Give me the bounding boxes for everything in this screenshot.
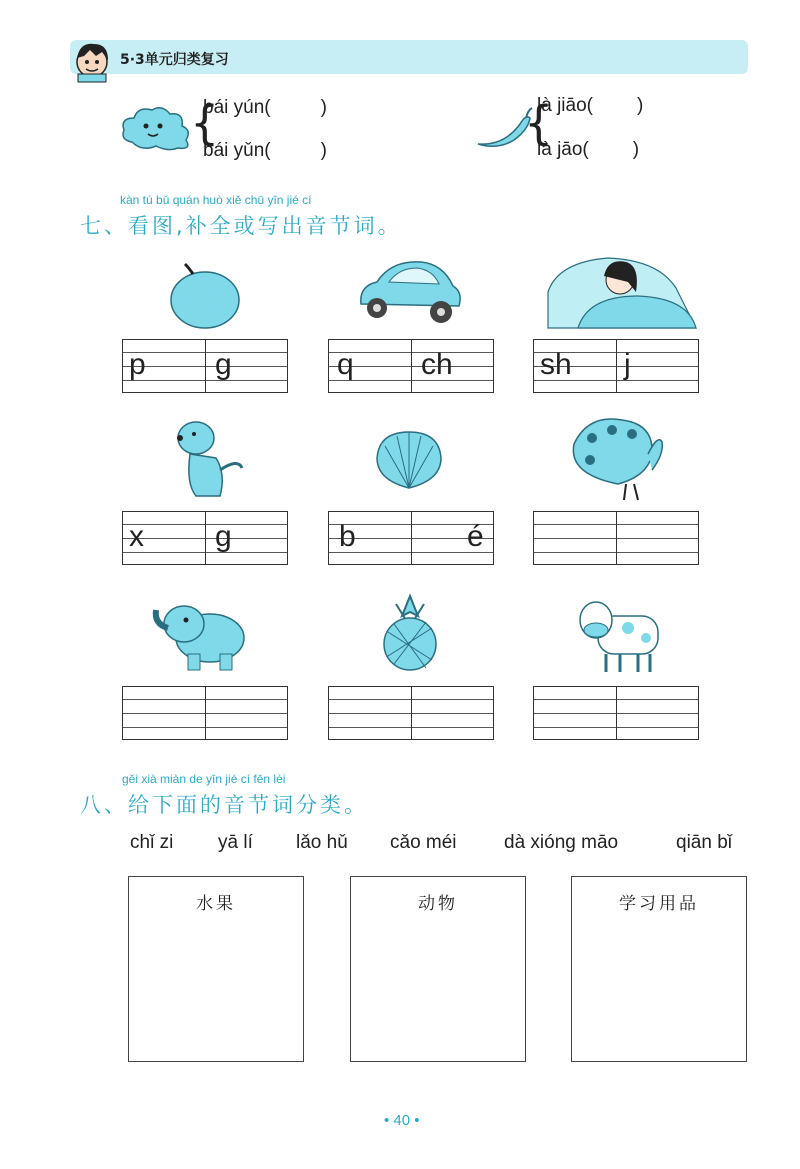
section8-pinyin: gěi xià miàn de yīn jié cí fēn lèi — [122, 772, 286, 786]
pinyin-option-lajao: là jāo( ) — [537, 139, 640, 160]
grid-letter-left: b — [339, 520, 356, 553]
category-box-stationery[interactable] — [571, 876, 747, 1062]
pinyin-option-baiyun2: bái yǔn( ) — [203, 140, 327, 161]
word-item: dà xióng māo — [504, 832, 619, 853]
pinyin-grid-car[interactable] — [328, 339, 494, 393]
dog-icon — [172, 414, 246, 498]
grid-letter-left: sh — [540, 348, 572, 381]
grid-letter-right: g — [215, 348, 232, 381]
cloud-icon — [118, 104, 194, 154]
grid-letter-left: x — [129, 520, 144, 553]
category-box-animal[interactable] — [350, 876, 526, 1062]
grid-letter-right: é — [467, 520, 484, 553]
brace-left: { — [190, 96, 220, 150]
pinyin-grid-dog[interactable] — [122, 511, 288, 565]
seashell-icon — [373, 428, 445, 492]
pinyin-grid-shell[interactable] — [328, 511, 494, 565]
pinyin-grid-cow[interactable] — [533, 686, 699, 740]
pinyin-option-baiyun: bái yún( ) — [203, 97, 327, 118]
pinyin-grid-sleep[interactable] — [533, 339, 699, 393]
boy-mascot-icon — [72, 38, 116, 82]
elephant-icon — [150, 598, 252, 672]
peacock-icon — [568, 414, 672, 502]
pineapple-icon — [380, 596, 440, 672]
pinyin-grid-pineapple[interactable] — [328, 686, 494, 740]
apple-icon — [165, 258, 245, 328]
word-item: cǎo méi — [390, 832, 457, 853]
pinyin-option-lajiao: là jiāo( ) — [537, 95, 644, 116]
category-box-fruit[interactable] — [128, 876, 304, 1062]
grid-letter-left: p — [129, 348, 146, 381]
category-label: 水果 — [196, 894, 236, 914]
word-item: qiān bǐ — [676, 832, 732, 853]
header-title: 5·3单元归类复习 — [120, 52, 229, 68]
word-item: chǐ zi — [130, 832, 174, 853]
pinyin-grid-elephant[interactable] — [122, 686, 288, 740]
section7-pinyin: kàn tú bǔ quán huò xiě chū yīn jié cí — [120, 193, 312, 207]
grid-letter-right: j — [624, 348, 631, 381]
car-icon — [355, 256, 465, 330]
brace-right: { — [524, 96, 554, 150]
category-label: 学习用品 — [619, 894, 699, 914]
section8-title: 八、给下面的音节词分类。 — [80, 793, 368, 817]
sleeping-girl-icon — [548, 252, 696, 328]
cow-icon — [576, 596, 664, 674]
grid-letter-left: q — [337, 348, 354, 381]
section7-title: 七、看图,补全或写出音节词。 — [80, 214, 402, 238]
page-number: • 40 • — [384, 1112, 420, 1129]
category-label: 动物 — [418, 894, 458, 914]
grid-letter-right: ch — [421, 348, 453, 381]
pinyin-grid-apple[interactable] — [122, 339, 288, 393]
pinyin-grid-peacock[interactable] — [533, 511, 699, 565]
word-item: lǎo hǔ — [296, 832, 348, 853]
grid-letter-right: g — [215, 520, 232, 553]
word-item: yā lí — [218, 832, 253, 853]
